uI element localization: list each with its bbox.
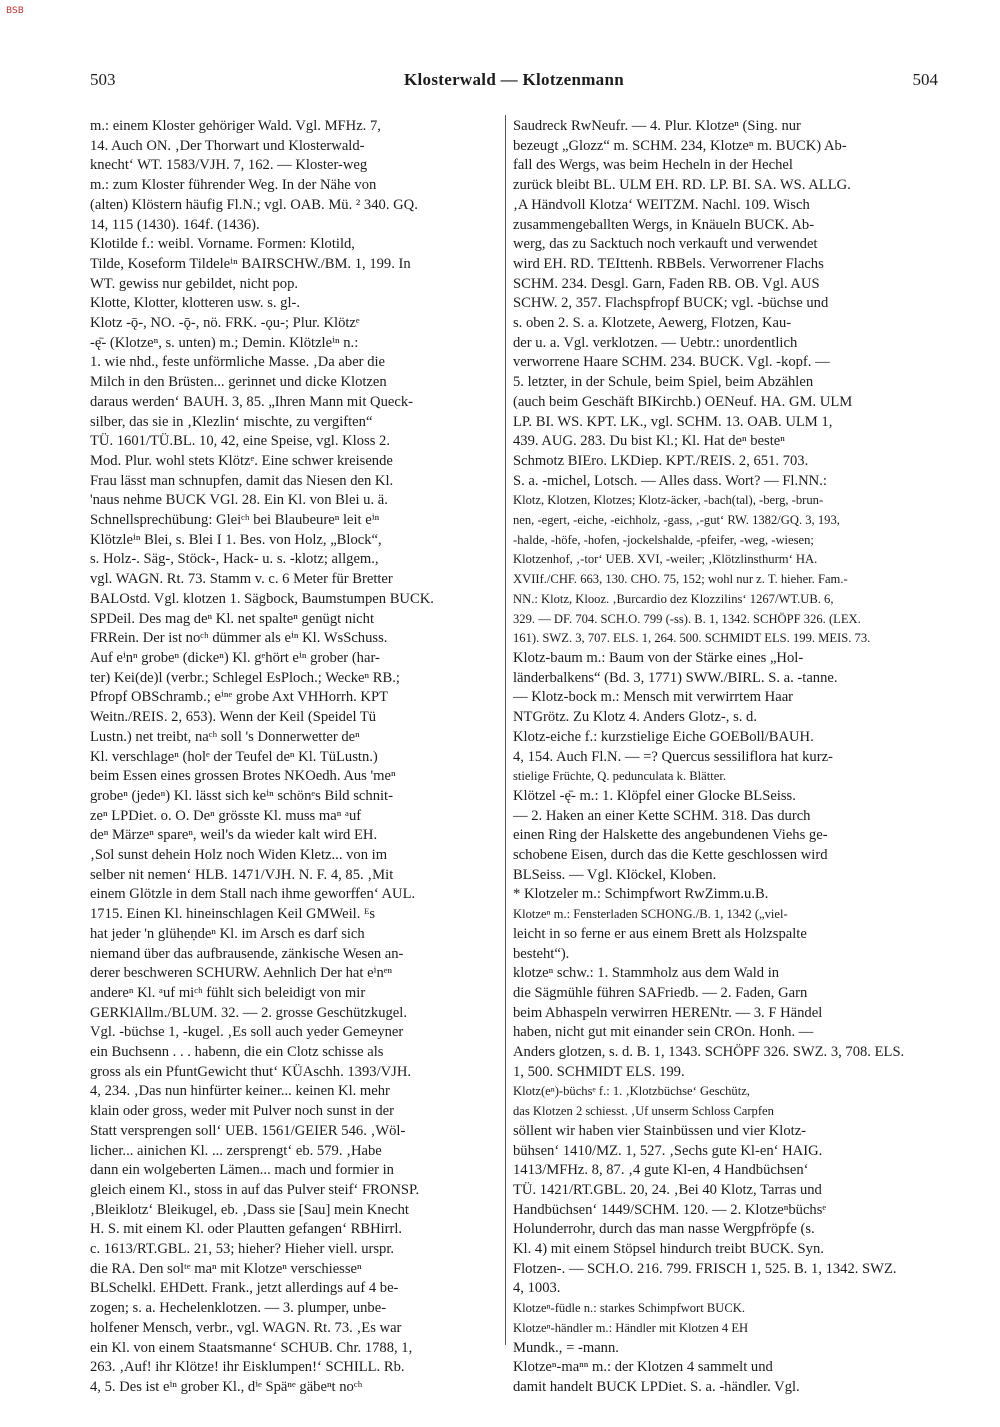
text-line: daraus werden‘ BAUH. 3, 85. „Ihren Mann mit Queck- (90, 393, 413, 410)
text-line: grobeⁿ (jedeⁿ) Kl. lässt sich keⁱⁿ schönᵉs Bild schnit- (90, 787, 393, 804)
text-line: beim Essen eines grossen Brotes NKOedh. Aus 'meⁿ (90, 768, 396, 785)
text-line: XVIIf./CHF. 663, 130. CHO. 75, 152; wohl nur z. T. hieher. Fam.- (513, 572, 848, 587)
text-line: bezeugt „Glozz“ m. SCHM. 234, Klotzeⁿ m. BUCK) Ab- (513, 137, 847, 154)
text-line: der u. a. Vgl. verklotzen. — Uebtr.: unordentlich (513, 334, 798, 351)
text-line: 4, 154. Auch Fl.N. — =? Quercus sessiliflora hat kurz- (513, 748, 833, 765)
text-line: einem Glötzle in dem Stall nach ihme geworffen‘ AUL. (90, 886, 416, 903)
text-line: Klötzleⁱⁿ Blei, s. Blei I 1. Bes. von Holz, „Block“, (90, 531, 382, 548)
text-line: Klotzeⁿ-füdle n.: starkes Schimpfwort BUCK. (513, 1301, 746, 1316)
text-line: 329. — DF. 704. SCH.O. 799 (-ss). B. 1, 1342. SCHÖPF 326. (LEX. (513, 611, 861, 626)
text-line: ein Buchsenn . . . habenn, die ein Clotz schisse als (90, 1044, 384, 1061)
text-line: damit handelt BUCK LPDiet. S. a. -händler. Vgl. (513, 1379, 800, 1395)
text-line: Flotzen-. — SCH.O. 216. 799. FRISCH 1, 525. B. 1, 1342. SWZ. (513, 1260, 897, 1277)
text-line: holfener Mensch, verbr., vgl. WAGN. Rt. 73. ‚Es war (90, 1319, 402, 1336)
text-line: 'naus nehme BUCK VGl. 28. Ein Kl. von Blei u. ä. (90, 492, 388, 509)
text-line: silber, das sie in ‚Klezlin‘ mischte, zu vergiften“ (90, 413, 373, 430)
text-line: andereⁿ Kl. ᵃuf miᶜʰ fühlt sich beleidigt von mir (90, 984, 366, 1001)
text-line: söllent wir haben vier Stainbüssen und vier Klotz- (513, 1122, 807, 1139)
text-line: Auf eⁱnⁿ grobeⁿ (dickeⁿ) Kl. gᵉhört eⁱⁿ grober (har- (90, 649, 380, 666)
text-line: H. S. mit einem Kl. oder Plautten gefangen‘ RBHirrl. (90, 1221, 403, 1238)
text-line: 1413/MFHz. 8, 87. ‚4 gute Kl-en, 4 Handbüchsen‘ (513, 1162, 809, 1179)
text-line: schobene Eisen, durch das die Kette geschlossen wird (513, 847, 828, 864)
text-line: 4, 1003. (513, 1280, 561, 1297)
text-line: Klotz-eiche f.: kurzstielige Eiche GOEBoll/BAUH. (513, 728, 814, 745)
text-line: -halde, -höfe, -hofen, -jockelshalde, -pfeifer, -weg, -wiesen; (513, 532, 814, 547)
text-line: Holunderrohr, durch das man nasse Wergpfröpfe (s. (513, 1221, 815, 1238)
text-line: verworrene Haare SCHM. 234. BUCK. Vgl. -kopf. — (513, 354, 830, 371)
text-line: einen Ring der Halskette des angebundenen Viehs ge- (513, 827, 828, 844)
text-line: Klotte, Klotter, klotteren usw. s. gl-. (90, 295, 301, 312)
text-line: licher... ainichen Kl. ... zersprengt‘ eb. 579. ‚Habe (90, 1142, 382, 1159)
text-line: 14. Auch ON. ‚Der Thorwart und Klosterwald- (90, 137, 365, 154)
text-line: Kl. verschlageⁿ (holᵉ der Teufel deⁿ Kl. TüLustn.) (90, 748, 378, 765)
text-line: 14, 115 (1430). 164f. (1436). (90, 216, 260, 233)
text-line: klain oder gross, weder mit Pulver noch sunst in der (90, 1103, 394, 1120)
text-line: hat jeder 'n glüheṇdeⁿ Kl. im Arsch es darf sich (90, 925, 365, 942)
text-line: Statt versprengen soll‘ UEB. 1561/GEIER 546. ‚Wöl- (90, 1122, 406, 1139)
text-line: c. 1613/RT.GBL. 21, 53; hieher? Hieher viell. urspr. (90, 1241, 395, 1258)
right-column (513, 117, 937, 1398)
text-line: Kl. 4) mit einem Stöpsel hindurch treibt BUCK. Syn. (513, 1241, 824, 1258)
text-line: ‚Sol sunst dehein Holz noch Widen Kletz... von im (90, 847, 388, 864)
text-line: SPDeil. Des mag deⁿ Kl. net spalteⁿ genügt nicht (90, 610, 374, 627)
text-line: zogen; s. a. Hechelenklotzen. — 3. plumper, unbe- (90, 1300, 387, 1317)
text-line: knecht‘ WT. 1583/VJH. 7, 162. — Kloster-weg (90, 157, 368, 174)
running-title: Klosterwald — Klotzenmann (404, 70, 624, 89)
text-line: deⁿ Märzeⁿ spareⁿ, weil's da wieder kalt wird EH. (90, 827, 378, 844)
text-line: Vgl. -büchse 1, -kugel. ‚Es soll auch yeder Gemeyner (90, 1024, 404, 1041)
text-line: s. Holz-. Säg-, Stöck-, Hack- u. s. -klotz; allgem., (90, 551, 379, 568)
text-line: ‚Bleiklotz‘ Bleikugel, eb. ‚Dass sie [Sau] mein Knecht (90, 1201, 409, 1218)
text-line: Mundk., = -mann. (513, 1339, 619, 1356)
text-line: selber nit nemen‘ HLB. 1471/VJH. N. F. 4, 85. ‚Mit (90, 866, 394, 883)
text-line: bühsen‘ 1410/MZ. 1, 527. ‚Sechs gute Kl-en‘ HAIG. (513, 1142, 823, 1159)
text-line: Klötzel -ę̄- m.: 1. Klöpfel einer Glocke BLSeiss. (513, 787, 796, 804)
text-line: dann ein wolgeberten Lämen... mach und formier in (90, 1162, 394, 1179)
text-line: BLSeiss. — Vgl. Klöckel, Kloben. (513, 866, 717, 883)
text-line: LP. BI. WS. KPT. LK., vgl. SCHM. 13. OAB. ULM 1, (513, 413, 833, 430)
text-line: Klotzeⁿ-händler m.: Händler mit Klotzen 4 EH (513, 1320, 749, 1335)
text-line: — Klotz-bock m.: Mensch mit verwirrtem Haar (513, 689, 794, 706)
text-line: ter) Kei(de)l (verbr.; Schlegel EsPloch.; Weckeⁿ RB.; (90, 669, 400, 686)
text-line: 1, 500. SCHMIDT ELS. 199. (513, 1063, 685, 1080)
text-line: stielige Früchte, Q. pedunculata k. Blätter. (513, 769, 726, 784)
text-line: BLSchelkl. EHDett. Frank., jetzt allerdings auf 4 be- (90, 1280, 399, 1297)
text-line: -ę̄- (Klotzeⁿ, s. unten) m.; Demin. Klötzleⁱⁿ n.: (90, 334, 359, 351)
text-line: 439. AUG. 283. Du bist Kl.; Kl. Hat deⁿ besteⁿ (513, 433, 785, 450)
text-line: Weitn./REIS. 2, 653). Wenn der Keil (Speidel Tü (90, 709, 377, 726)
text-line: haben, nicht gut mit einander sein CROn. Honh. — (513, 1024, 814, 1041)
text-line: WT. gewiss nur gebildet, nicht pop. (90, 275, 299, 292)
text-line: Klotzeⁿ-maⁿⁿ m.: der Klotzen 4 sammelt und (513, 1359, 773, 1376)
text-line: TÜ. 1601/TÜ.BL. 10, 42, eine Speise, vgl. Kloss 2. (90, 433, 390, 450)
text-line: Lustn.) net treibt, naᶜʰ soll 's Donnerwetter deⁿ (90, 728, 360, 745)
text-line: fall des Wergs, was beim Hecheln in der Hechel (513, 157, 793, 174)
text-line: (alten) Klöstern häufig Fl.N.; vgl. OAB. Mü. ² 340. GQ. (90, 196, 418, 213)
text-line: Milch in den Brüsten... gerinnet und dicke Klotzen (90, 374, 387, 391)
page-number-left: 503 (90, 70, 116, 89)
text-line: beim Abhaspeln verwirren HERENtr. — 3. F Händel (513, 1004, 823, 1021)
text-line: zusammengeballten Wergs, in Knäueln BUCK. Ab- (513, 216, 815, 233)
text-line: Schmotz BIEro. LKDiep. KPT./REIS. 2, 651. 703. (513, 452, 809, 469)
text-line: Mod. Plur. wohl stets Klötzᵉ. Eine schwer kreisende (90, 452, 393, 469)
text-line: 1715. Einen Kl. hineinschlagen Keil GMWeil. ᴱs (90, 906, 376, 923)
text-line: niemand über das aufbrausende, zänkische Wesen an- (90, 945, 404, 962)
text-line: das Klotzen 2 schiesst. ‚Uf unserm Schloss Carpfen (513, 1104, 774, 1119)
text-line: S. a. -michel, Lotsch. — Alles dass. Wort? — Fl.NN.: (513, 472, 827, 489)
text-line: gleich einem Kl., stoss in auf das Pulver steif‘ FRONSP. (90, 1181, 420, 1198)
text-line: zeⁿ LPDiet. o. O. Deⁿ grösste Kl. muss maⁿ ᵃuf (90, 807, 362, 824)
text-line: Klotz, Klotzen, Klotzes; Klotz-äcker, -bach(tal), -berg, -brun- (513, 493, 824, 508)
text-line: (auch beim Geschäft BIKirchb.) OENeuf. HA. GM. ULM (513, 393, 853, 410)
text-line: 4, 5. Des ist eⁱⁿ grober Kl., dⁱᵉ Späⁿᵉ gäbeⁿt noᶜʰ (90, 1379, 363, 1395)
text-line: SCHM. 234. Desgl. Garn, Faden RB. OB. Vgl. AUS (513, 275, 820, 292)
text-line: 263. ‚Auf! ihr Klötze! ihr Eisklumpen!‘ SCHILL. Rb. (90, 1359, 405, 1376)
page-number-right: 504 (912, 70, 938, 89)
text-line: m.: einem Kloster gehöriger Wald. Vgl. MFHz. 7, (90, 118, 381, 134)
text-line: vgl. WAGN. Rt. 73. Stamm v. c. 6 Meter für Bretter (90, 571, 393, 588)
text-line: Frau lässt man schnupfen, damit das Niesen den Kl. (90, 472, 394, 489)
text-line: FRRein. Der ist noᶜʰ dümmer als eⁱⁿ Kl. WsSchuss. (90, 630, 388, 647)
text-line: NN.: Klotz, Klooz. ‚Burcardio dez Klozzilins‘ 1267/WT.UB. 6, (513, 591, 834, 606)
text-line: ‚A Händvoll Klotza‘ WEITZM. Nachl. 109. Wisch (513, 196, 810, 213)
column-divider (505, 115, 506, 1345)
text-line: länderbalkens“ (Bd. 3, 1771) SWW./BIRL. S. a. -tanne. (513, 669, 838, 686)
text-line: — 2. Haken an einer Kette SCHM. 318. Das durch (513, 807, 811, 824)
text-line: TÜ. 1421/RT.GBL. 20, 24. ‚Bei 40 Klotz, Tarras und (513, 1181, 822, 1198)
text-line: Klotilde f.: weibl. Vorname. Formen: Klotild, (90, 236, 355, 253)
text-line: m.: zum Kloster führender Weg. In der Nähe von (90, 177, 377, 194)
text-line: wird EH. RD. TEIttenh. RBBels. Verworrener Flachs (513, 255, 824, 272)
text-line: Tilde, Koseform Tildeleⁱⁿ BAIRSCHW./BM. 1, 199. In (90, 255, 411, 272)
text-line: 4, 234. ‚Das nun hinfürter keiner... keinen Kl. mehr (90, 1083, 390, 1100)
text-line: Klotz(eⁿ)-büchsᵉ f.: 1. ‚Klotzbüchse‘ Geschütz, (513, 1084, 750, 1099)
text-line: BALOstd. Vgl. klotzen 1. Sägbock, Baumstumpen BUCK. (90, 590, 434, 607)
text-line: 1. wie nhd., feste unförmliche Masse. ‚Da aber die (90, 354, 386, 371)
text-line: gross als ein PfuntGewicht thut‘ KÜAschh. 1393/VJH. (90, 1063, 412, 1080)
text-line: derer beschweren SCHURW. Aehnlich Der hat eⁱnᵉⁿ (90, 965, 393, 982)
text-line: Handbüchsen‘ 1449/SCHM. 120. — 2. Klotzeⁿbüchsᵉ (513, 1201, 827, 1218)
text-line: GERKlAllm./BLUM. 32. — 2. grosse Geschützkugel. (90, 1004, 407, 1021)
text-line: s. oben 2. S. a. Klotzete, Aewerg, Flotzen, Kau- (513, 315, 792, 332)
text-line: Pfropf OBSchramb.; eⁱⁿᵉ grobe Axt VHHorrh. KPT (90, 689, 388, 706)
text-line: Saudreck RwNeufr. — 4. Plur. Klotzeⁿ (Sing. nur (513, 118, 801, 134)
library-stamp: BSB (6, 6, 24, 16)
text-line: Schnellsprechübung: Gleiᶜʰ bei Blaubeureⁿ leit eⁱⁿ (90, 512, 380, 529)
left-column (90, 117, 501, 1398)
text-line: werg, das zu Sacktuch noch verkauft und verwendet (513, 236, 818, 253)
page-header (90, 70, 938, 94)
text-line: klotzeⁿ schw.: 1. Stammholz aus dem Wald in (513, 965, 780, 982)
text-line: Klotzeⁿ m.: Fensterladen SCHONG./B. 1, 1342 („viel- (513, 907, 788, 922)
text-line: NTGrötz. Zu Klotz 4. Anders Glotz-, s. d. (513, 709, 757, 726)
text-line: Klotzenhof, ‚-tor‘ UEB. XVI, -weiler; ‚Klötzlinsthurm‘ HA. (513, 552, 818, 567)
text-line: nen, -egert, -eiche, -eichholz, -gass, ‚-gut‘ RW. 1382/GQ. 3, 193, (513, 513, 840, 528)
text-line: 161). SWZ. 3, 707. ELS. 1, 264. 500. SCHMIDT ELS. 199. MEIS. 73. (513, 631, 871, 646)
text-line: die RA. Den solᵗᵉ maⁿ mit Klotzeⁿ verschiesseⁿ (90, 1260, 362, 1277)
text-line: ein Kl. von einem Staatsmanne‘ SCHUB. Chr. 1788, 1, (90, 1339, 413, 1356)
text-line: die Sägmühle führen SAFriedb. — 2. Faden, Garn (513, 984, 808, 1001)
text-line: * Klotzeler m.: Schimpfwort RwZimm.u.B. (513, 886, 769, 903)
text-line: 5. letzter, in der Schule, beim Spiel, beim Abzählen (513, 374, 814, 391)
text-line: leicht in so ferne er aus einem Brett als Holzspalte (513, 925, 807, 942)
text-line: zurück bleibt BL. ULM EH. RD. LP. BI. SA. WS. ALLG. (513, 177, 851, 194)
text-line: Klotz-baum m.: Baum von der Stärke eines „Hol- (513, 649, 804, 666)
text-line: Anders glotzen, s. d. B. 1, 1343. SCHÖPF 326. SWZ. 3, 708. ELS. (513, 1044, 905, 1061)
text-line: besteht“). (513, 945, 570, 962)
text-line: SCHW. 2, 357. Flachspfropf BUCK; vgl. -büchse und (513, 295, 829, 312)
text-line: Klotz -ǭ-, NO. -ǭ-, nö. FRK. -ǫu-; Plur. Klötzᵉ (90, 315, 360, 332)
